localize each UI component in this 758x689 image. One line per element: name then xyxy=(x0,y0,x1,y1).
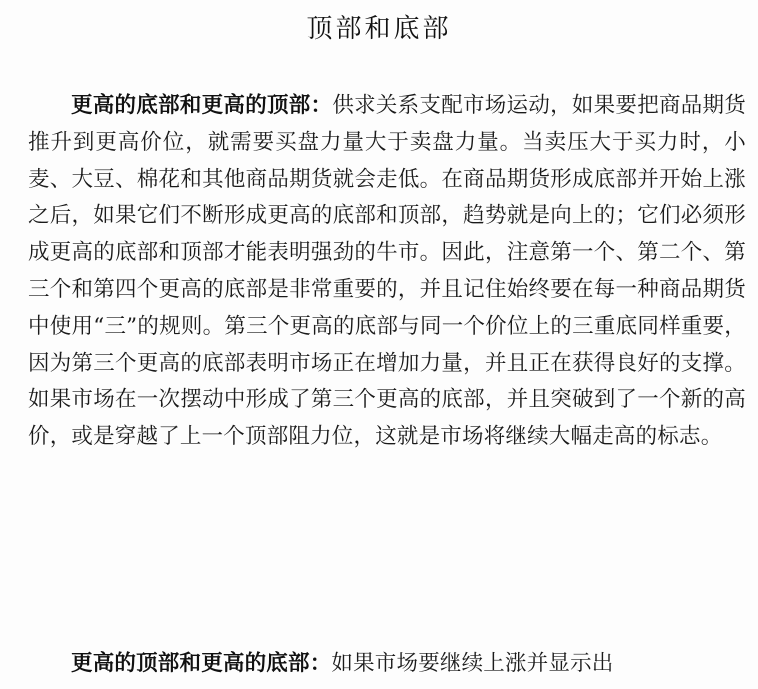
paragraph-higher-tops xyxy=(28,646,746,683)
paragraph-body-text: 如果市场要继续上涨并显示出 xyxy=(331,651,614,676)
paragraph-lead-heading: 更高的顶部和更高的底部： xyxy=(71,651,332,676)
paragraph-body-text: 供求关系支配市场运动，如果要把商品期货推升到更高价位，就需要买盘力量大于卖盘力量。当卖压大于买力时，小麦、大豆、棉花和其他商品期货就会走低。在商品期货形成底部并开始上涨之后，如果它们不断形成更高的底部和顶部，趋势就是向上的；它们必须形成更高的底部和顶部才能表明强劲的牛市。因此，注意第一个、第二个、第三个和第四个更高的底部是非常重要的，并且记住始终要在每一种商品期货中使用“三”的规则。第三个更高的底部与同一个价位上的三重底同样重要，因为第三个更高的底部表明市场正在增加力量，并且正在获得良好的支撑。如果市场在一次摆动中形成了第三个更高的底部，并且突破到了一个新的高价，或是穿越了上一个顶部阻力位，这就是市场将继续大幅走高的标志。 xyxy=(28,93,746,450)
page-title: 顶部和底部 xyxy=(306,14,452,44)
paragraph-lead-heading: 更高的底部和更高的顶部： xyxy=(71,93,333,118)
paragraph-higher-bottoms xyxy=(28,88,746,456)
